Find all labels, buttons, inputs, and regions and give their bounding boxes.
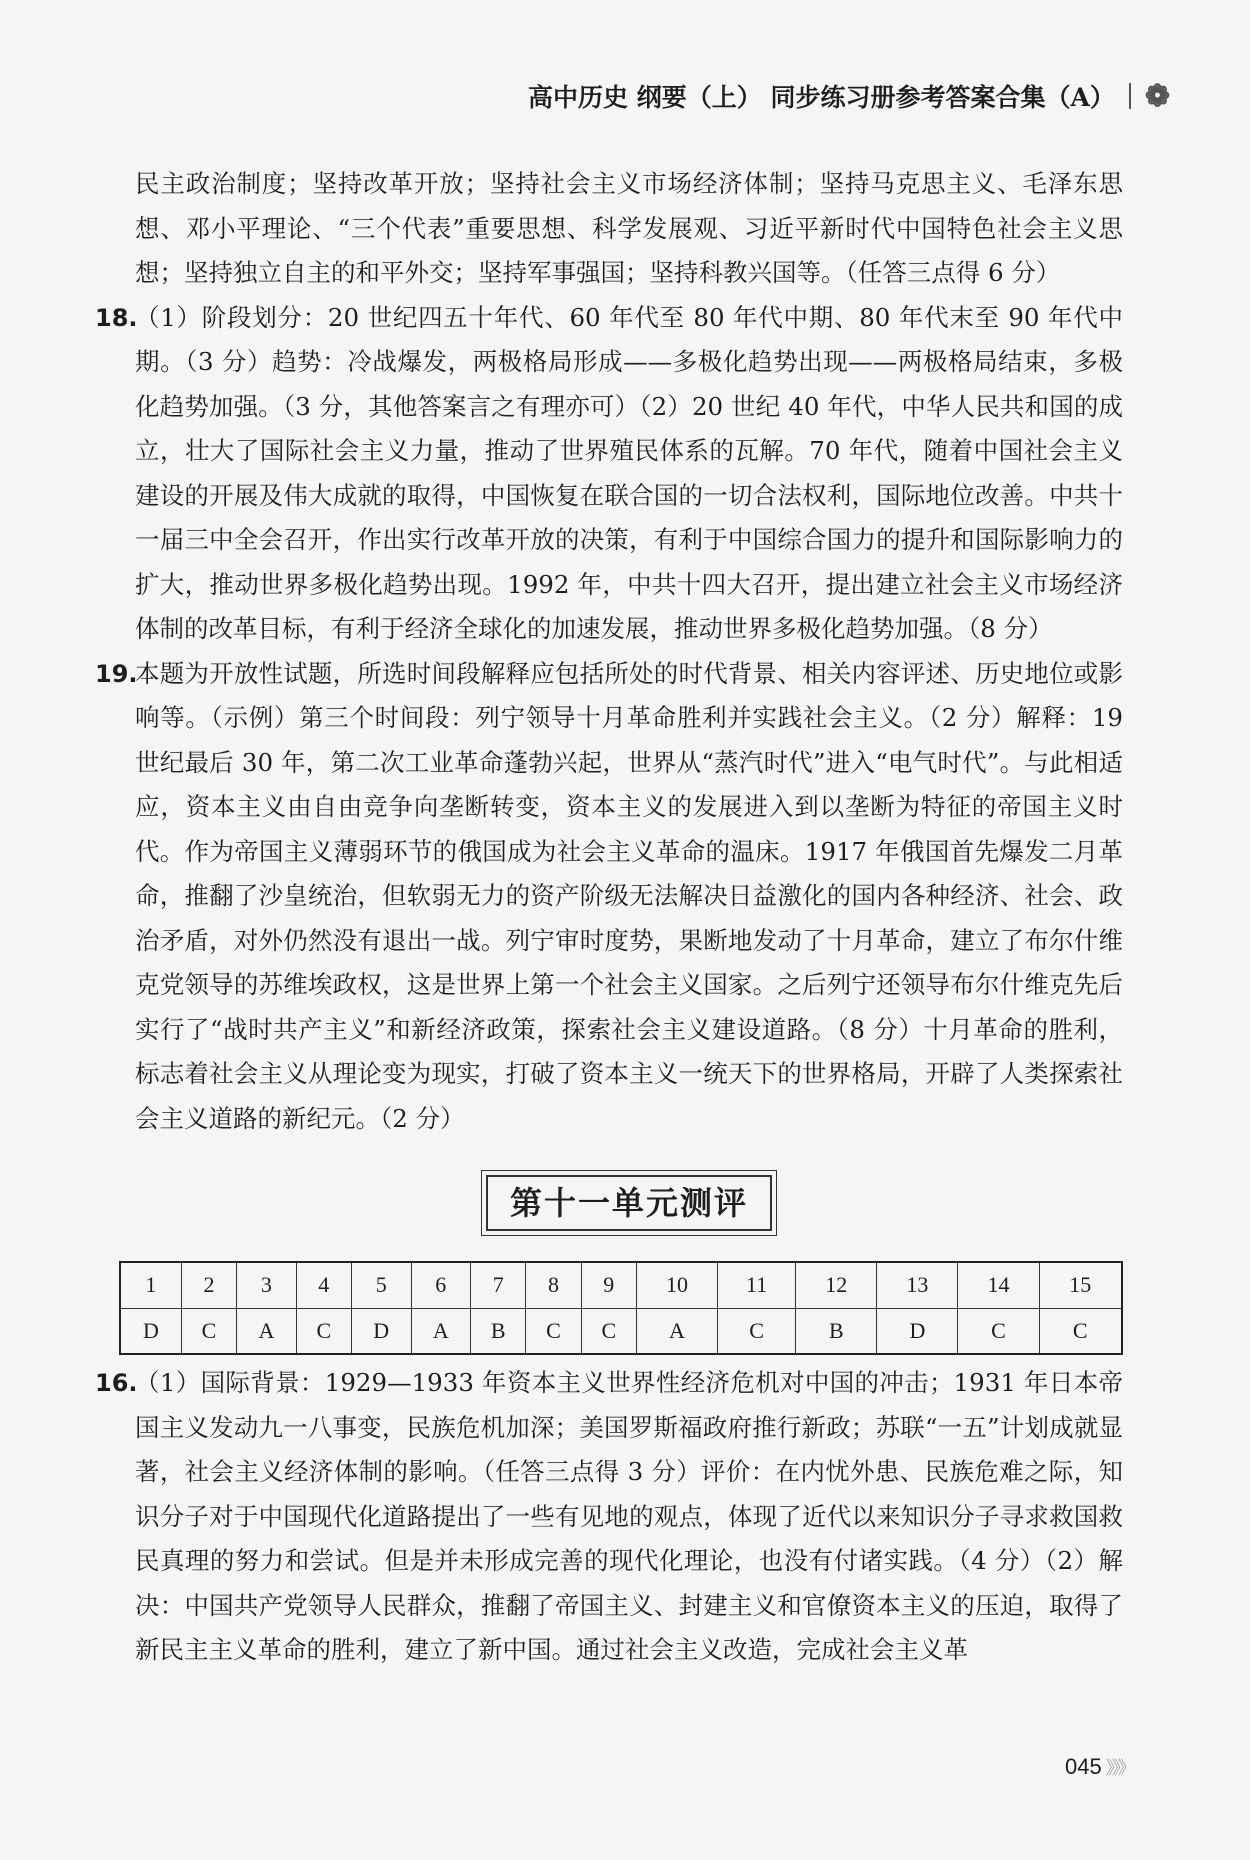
question-answer-text: （1）阶段划分：20 世纪四五十年代、60 年代至 80 年代中期、80 年代末至 90 年代中期。（3 分）趋势：冷战爆发，两极格局形成——多极化趋势出现——两极格局结束，多极化趋势加强。（3 分，其他答案言之有理亦可）（2）20 世纪 40 年代，中华人民共和国的成立，壮大了国际社会主义力量，推动了世界殖民体系的瓦解。70 年代，随着中国社会主义建设的开展及伟大成就的取得，中国恢复在联合国的一切合法权利，国际地位改善。中共十一届三中全会召开，作出实行改革开放的决策，有利于中国综合国力的提升和国际影响力的扩大，推动世界多极化趋势出现。1992 年，中共十四大召开，提出建立社会主义市场经济体制的改革目标，有利于经济全球化的加速发展，推动世界多极化趋势加强。（8 分）	[135, 302, 1123, 643]
table-cell-answer: A	[411, 1308, 471, 1354]
table-cell-number: 9	[581, 1262, 636, 1308]
table-cell-number: 1	[120, 1262, 181, 1308]
question-answer-text: 本题为开放性试题，所选时间段解释应包括所处的时代背景、相关内容评述、历史地位或影响等。（示例）第三个时间段：列宁领导十月革命胜利并实践社会主义。（2 分）解释：19 世纪最后 30 年，第二次工业革命蓬勃兴起，世界从“蒸汽时代”进入“电气时代”。与此相适应，资本主义由自由竞争向垄断转变，资本主义的发展进入到以垄断为特征的帝国主义时代。作为帝国主义薄弱环节的俄国成为社会主义革命的温床。1917 年俄国首先爆发二月革命，推翻了沙皇统治，但软弱无力的资产阶级无法解决日益激化的国内各种经济、社会、政治矛盾，对外仍然没有退出一战。列宁审时度势，果断地发动了十月革命，建立了布尔什维克党领导的苏维埃政权，这是世界上第一个社会主义国家。之后列宁还领导布尔什维克先后实行了“战时共产主义”和新经济政策，探索社会主义建设道路。（8 分）十月革命的胜利，标志着社会主义从理论变为现实，打破了资本主义一统天下的世界格局，开辟了人类探索社会主义道路的新纪元。（2 分）	[135, 658, 1123, 1133]
table-cell-number: 12	[796, 1262, 877, 1308]
question-number: 16.	[95, 1369, 138, 1397]
table-cell-answer: C	[181, 1308, 236, 1354]
page-number: 045	[1065, 1754, 1102, 1779]
table-cell-number: 8	[526, 1262, 581, 1308]
table-cell-answer: C	[581, 1308, 636, 1354]
table-cell-number: 14	[958, 1262, 1039, 1308]
question-19	[95, 652, 1123, 1142]
table-cell-number: 11	[718, 1262, 796, 1308]
table-cell-number: 4	[296, 1262, 351, 1308]
table-cell-answer: B	[796, 1308, 877, 1354]
table-cell-answer: C	[296, 1308, 351, 1354]
table-cell-number: 5	[351, 1262, 411, 1308]
question-number: 19.	[95, 659, 138, 688]
table-cell-answer: D	[351, 1308, 411, 1354]
answer-table-answer-row	[120, 1308, 1122, 1354]
header-title: 高中历史 纲要（上） 同步练习册参考答案合集（A）	[528, 83, 1115, 112]
page-content	[95, 162, 1123, 1673]
table-cell-answer: B	[471, 1308, 526, 1354]
page-footer	[1065, 1754, 1133, 1780]
table-cell-number: 13	[877, 1262, 958, 1308]
intro-paragraph: 民主政治制度；坚持改革开放；坚持社会主义市场经济体制；坚持马克思主义、毛泽东思想、邓小平理论、“三个代表”重要思想、科学发展观、习近平新时代中国特色社会主义思想；坚持独立自主的和平外交；坚持军事强国；坚持科教兴国等。（任答三点得 6 分）	[135, 169, 1123, 287]
table-cell-number: 10	[636, 1262, 717, 1308]
table-cell-number: 6	[411, 1262, 471, 1308]
table-cell-number: 2	[181, 1262, 236, 1308]
table-cell-answer: C	[958, 1308, 1039, 1354]
table-cell-number: 3	[237, 1262, 297, 1308]
page-header	[528, 78, 1170, 114]
table-cell-answer: C	[1039, 1308, 1122, 1354]
answer-table	[119, 1261, 1123, 1355]
chevron-right-icon: 》》》	[1105, 1758, 1133, 1778]
table-cell-answer: A	[237, 1308, 297, 1354]
question-number: 18.	[95, 303, 138, 332]
unit-title-wrapper	[135, 1175, 1123, 1231]
table-cell-number: 7	[471, 1262, 526, 1308]
table-cell-answer: C	[526, 1308, 581, 1354]
flower-ornament-icon: ❁	[1144, 78, 1170, 114]
answer-table-number-row	[120, 1262, 1122, 1308]
unit-title: 第十一单元测评	[486, 1175, 772, 1231]
table-cell-answer: D	[120, 1308, 181, 1354]
question-answer-text: （1）国际背景：1929—1933 年资本主义世界性经济危机对中国的冲击；1931 年日本帝国主义发动九一八事变，民族危机加深；美国罗斯福政府推行新政；苏联“一五”计划成就显著，社会主义经济体制的影响。（任答三点得 3 分）评价：在内忧外患、民族危难之际，知识分子对于中国现代化道路提出了一些有见地的观点，体现了近代以来知识分子寻求救国救民真理的努力和尝试。但是并未形成完善的现代化理论，也没有付诸实践。（4 分）（2）解决：中国共产党领导人民群众，推翻了帝国主义、封建主义和官僚资本主义的压迫，取得了新民主主义革命的胜利，建立了新中国。通过社会主义改造，完成社会主义革	[135, 1368, 1123, 1664]
table-cell-answer: D	[877, 1308, 958, 1354]
table-cell-number: 15	[1039, 1262, 1122, 1308]
header-separator	[1129, 83, 1131, 109]
question-16	[95, 1361, 1123, 1673]
table-cell-answer: A	[636, 1308, 717, 1354]
table-cell-answer: C	[718, 1308, 796, 1354]
question-18	[95, 296, 1123, 652]
